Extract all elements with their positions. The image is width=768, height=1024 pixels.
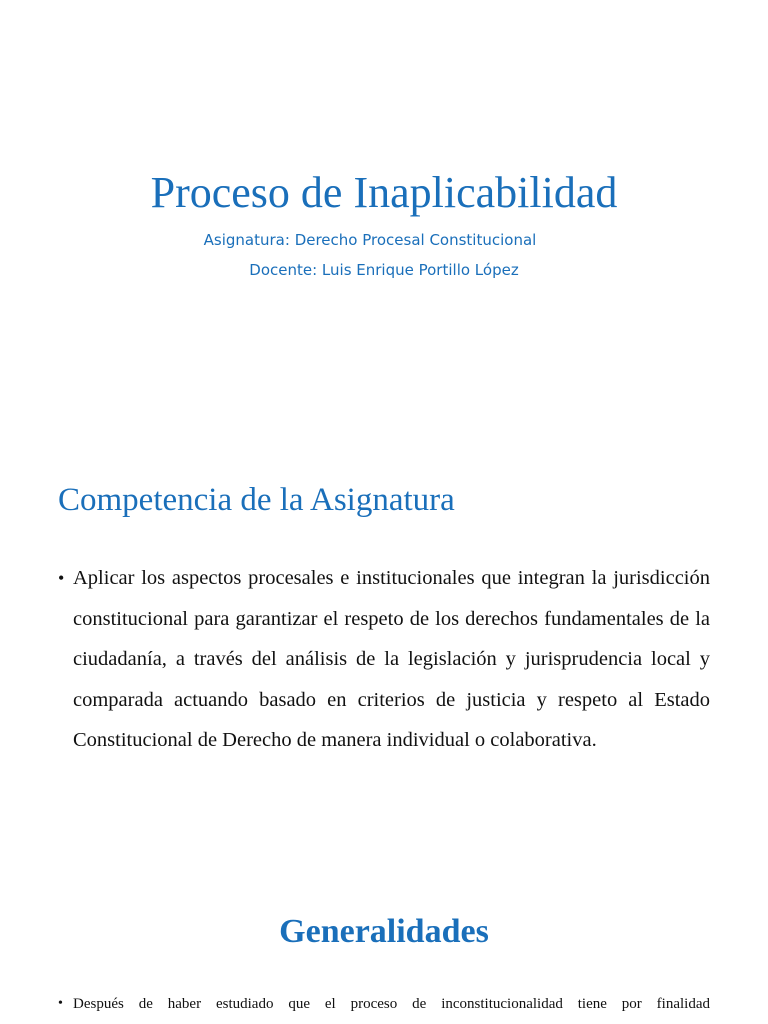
competencia-heading: Competencia de la Asignatura	[58, 482, 455, 518]
generalidades-heading: Generalidades	[279, 913, 489, 950]
bullet-icon: •	[58, 996, 63, 1011]
competencia-bullet	[58, 558, 710, 761]
competencia-slide	[0, 430, 768, 860]
generalidades-bullet	[58, 994, 710, 1014]
generalidades-bullet-text: Después de haber estudiado que el proceso de inconstitucionalidad tiene por finalidad	[73, 996, 710, 1012]
teacher-line: Docente: Luis Enrique Portillo López	[249, 261, 519, 279]
presentation-title: Proceso de Inaplicabilidad	[150, 168, 618, 217]
bullet-icon: •	[58, 568, 65, 588]
subject-line: Asignatura: Derecho Procesal Constitucional	[203, 231, 537, 249]
generalidades-slide	[0, 860, 768, 1024]
competencia-bullet-text: Aplicar los aspectos procesales e institucionales que integran la jurisdicción constitucional para garantizar el respeto de los derechos fundamentales de la ciudadanía, a través del análisis de la legislación y jurisprudencia local y comparada actuando basado en criterios de justicia y respeto al Estado Constitucional de Derecho de manera individual o colaborativa.	[73, 567, 710, 751]
title-slide	[0, 0, 768, 430]
